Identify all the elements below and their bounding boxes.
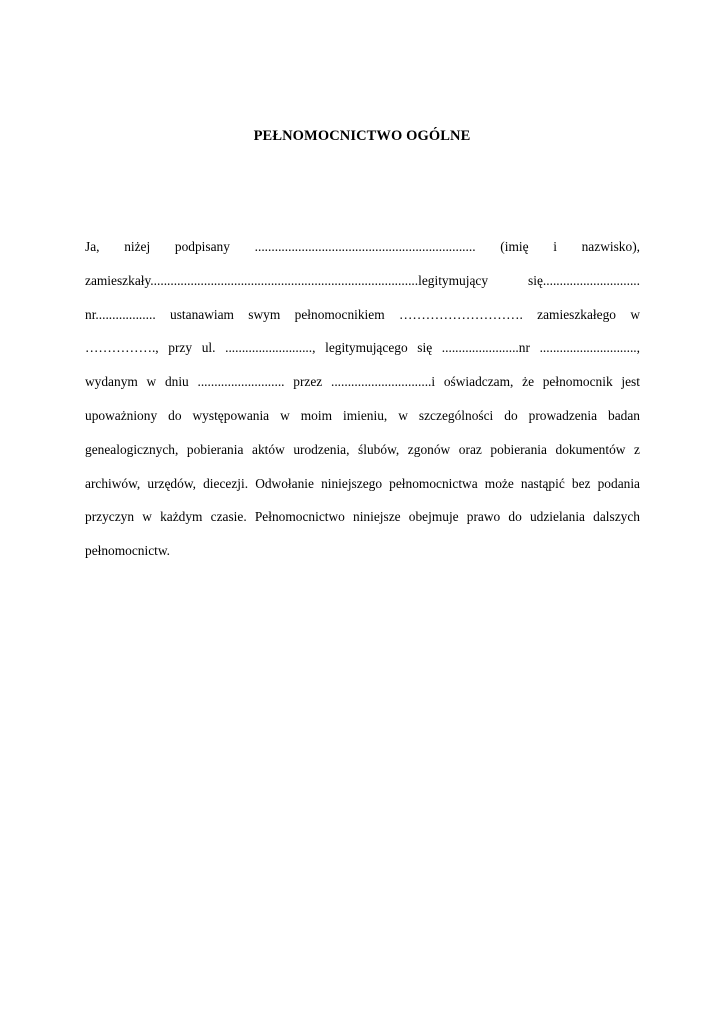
body-line-7: genealogicznych, pobierania aktów urodzenia, ślubów, zgonów oraz pobierania dokumentów z (85, 441, 640, 457)
body-line-4: ……………., przy ul. .........................., legitymującego się .......................nr ............................., (85, 340, 640, 356)
body-line-6: upoważniony do występowania w moim imieniu, w szczególności do prowadzenia badan (85, 407, 640, 423)
body-line-2: zamieszkały................................................................................legitymujący się............................. (85, 272, 640, 288)
document-body (85, 237, 640, 575)
body-line-5: wydanym w dniu .......................... przez ..............................i oświadczam, że pełnomocnik jest (85, 374, 640, 390)
body-line-8: archiwów, urzędów, diecezji. Odwołanie niniejszego pełnomocnictwa może nastąpić bez podania (85, 475, 640, 491)
body-line-9: przyczyn w każdym czasie. Pełnomocnictwo niniejsze obejmuje prawo do udzielania dalszych (85, 509, 640, 525)
body-line-1: Ja, niżej podpisany .................................................................. (imię i nazwisko), (85, 239, 640, 254)
body-line-3: nr.................. ustanawiam swym pełnomocnikiem ………………………. zamieszkałego w (85, 306, 640, 322)
document-title: PEŁNOMOCNICTWO OGÓLNE (253, 128, 471, 144)
body-line-10: pełnomocnictw. (85, 543, 171, 559)
